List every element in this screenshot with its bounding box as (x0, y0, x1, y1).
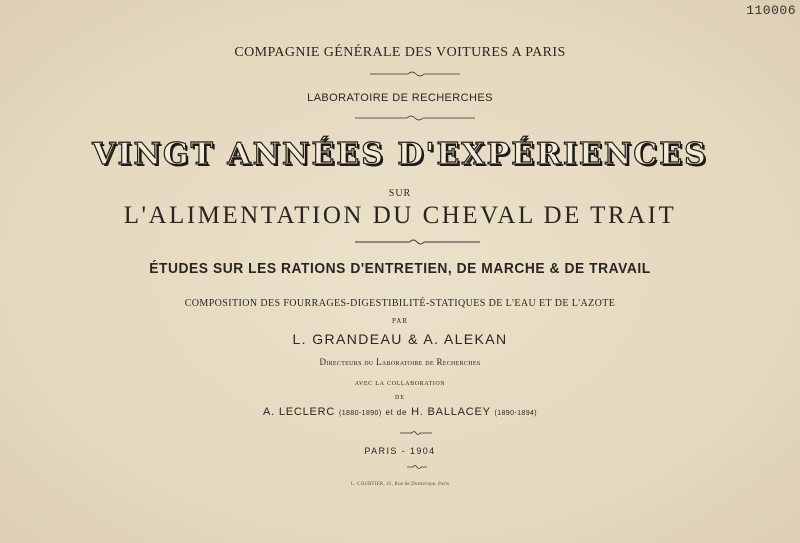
collaborator-years: (1880-1890) (339, 410, 382, 417)
studies-heading: ÉTUDES SUR LES RATIONS D'ENTRETIEN, DE MARCHE & DE TRAVAIL (149, 260, 651, 277)
composition-line: COMPOSITION DES FOURRAGES-DIGESTIBILITÉ-STATIQUES DE L'EAU ET DE L'AZOTE (184, 298, 616, 309)
title-connector: SUR (388, 188, 412, 199)
printer-imprint: L. COURTIER, 43, Rue de Dunkerque, Paris (350, 482, 450, 487)
book-subtitle: L'ALIMENTATION DU CHEVAL DE TRAIT (123, 202, 677, 229)
collaborator-years: (1890-1894) (494, 410, 538, 417)
publisher: COMPAGNIE GÉNÉRALE DES VOITURES A PARIS (234, 45, 566, 60)
ornamental-rule (355, 238, 480, 246)
ornamental-rule (407, 464, 427, 470)
ornamental-rule (355, 114, 475, 122)
laboratory-heading: LABORATOIRE DE RECHERCHES (307, 92, 493, 104)
by-label: PAR (392, 317, 408, 325)
collaborator-name: H. BALLACEY (411, 406, 491, 418)
place-and-date: PARIS - 1904 (364, 446, 436, 456)
shelfmark: 110006 (746, 3, 796, 18)
authors: L. GRANDEAU & A. ALEKAN (292, 331, 508, 347)
collaborator-name: A. LECLERC (262, 406, 336, 418)
ornamental-rule (370, 70, 460, 78)
ornamental-rule (400, 430, 432, 436)
collaboration-label: avec la collaboration (354, 378, 446, 387)
authors-role: Directeurs du Laboratoire de Recherches (319, 357, 481, 367)
book-title: VINGT ANNÉES D'EXPÉRIENCES (92, 137, 708, 172)
collaboration-de: DE (395, 395, 405, 401)
collaborator-conjunction: et de (385, 408, 408, 417)
collaborators (0, 406, 800, 418)
